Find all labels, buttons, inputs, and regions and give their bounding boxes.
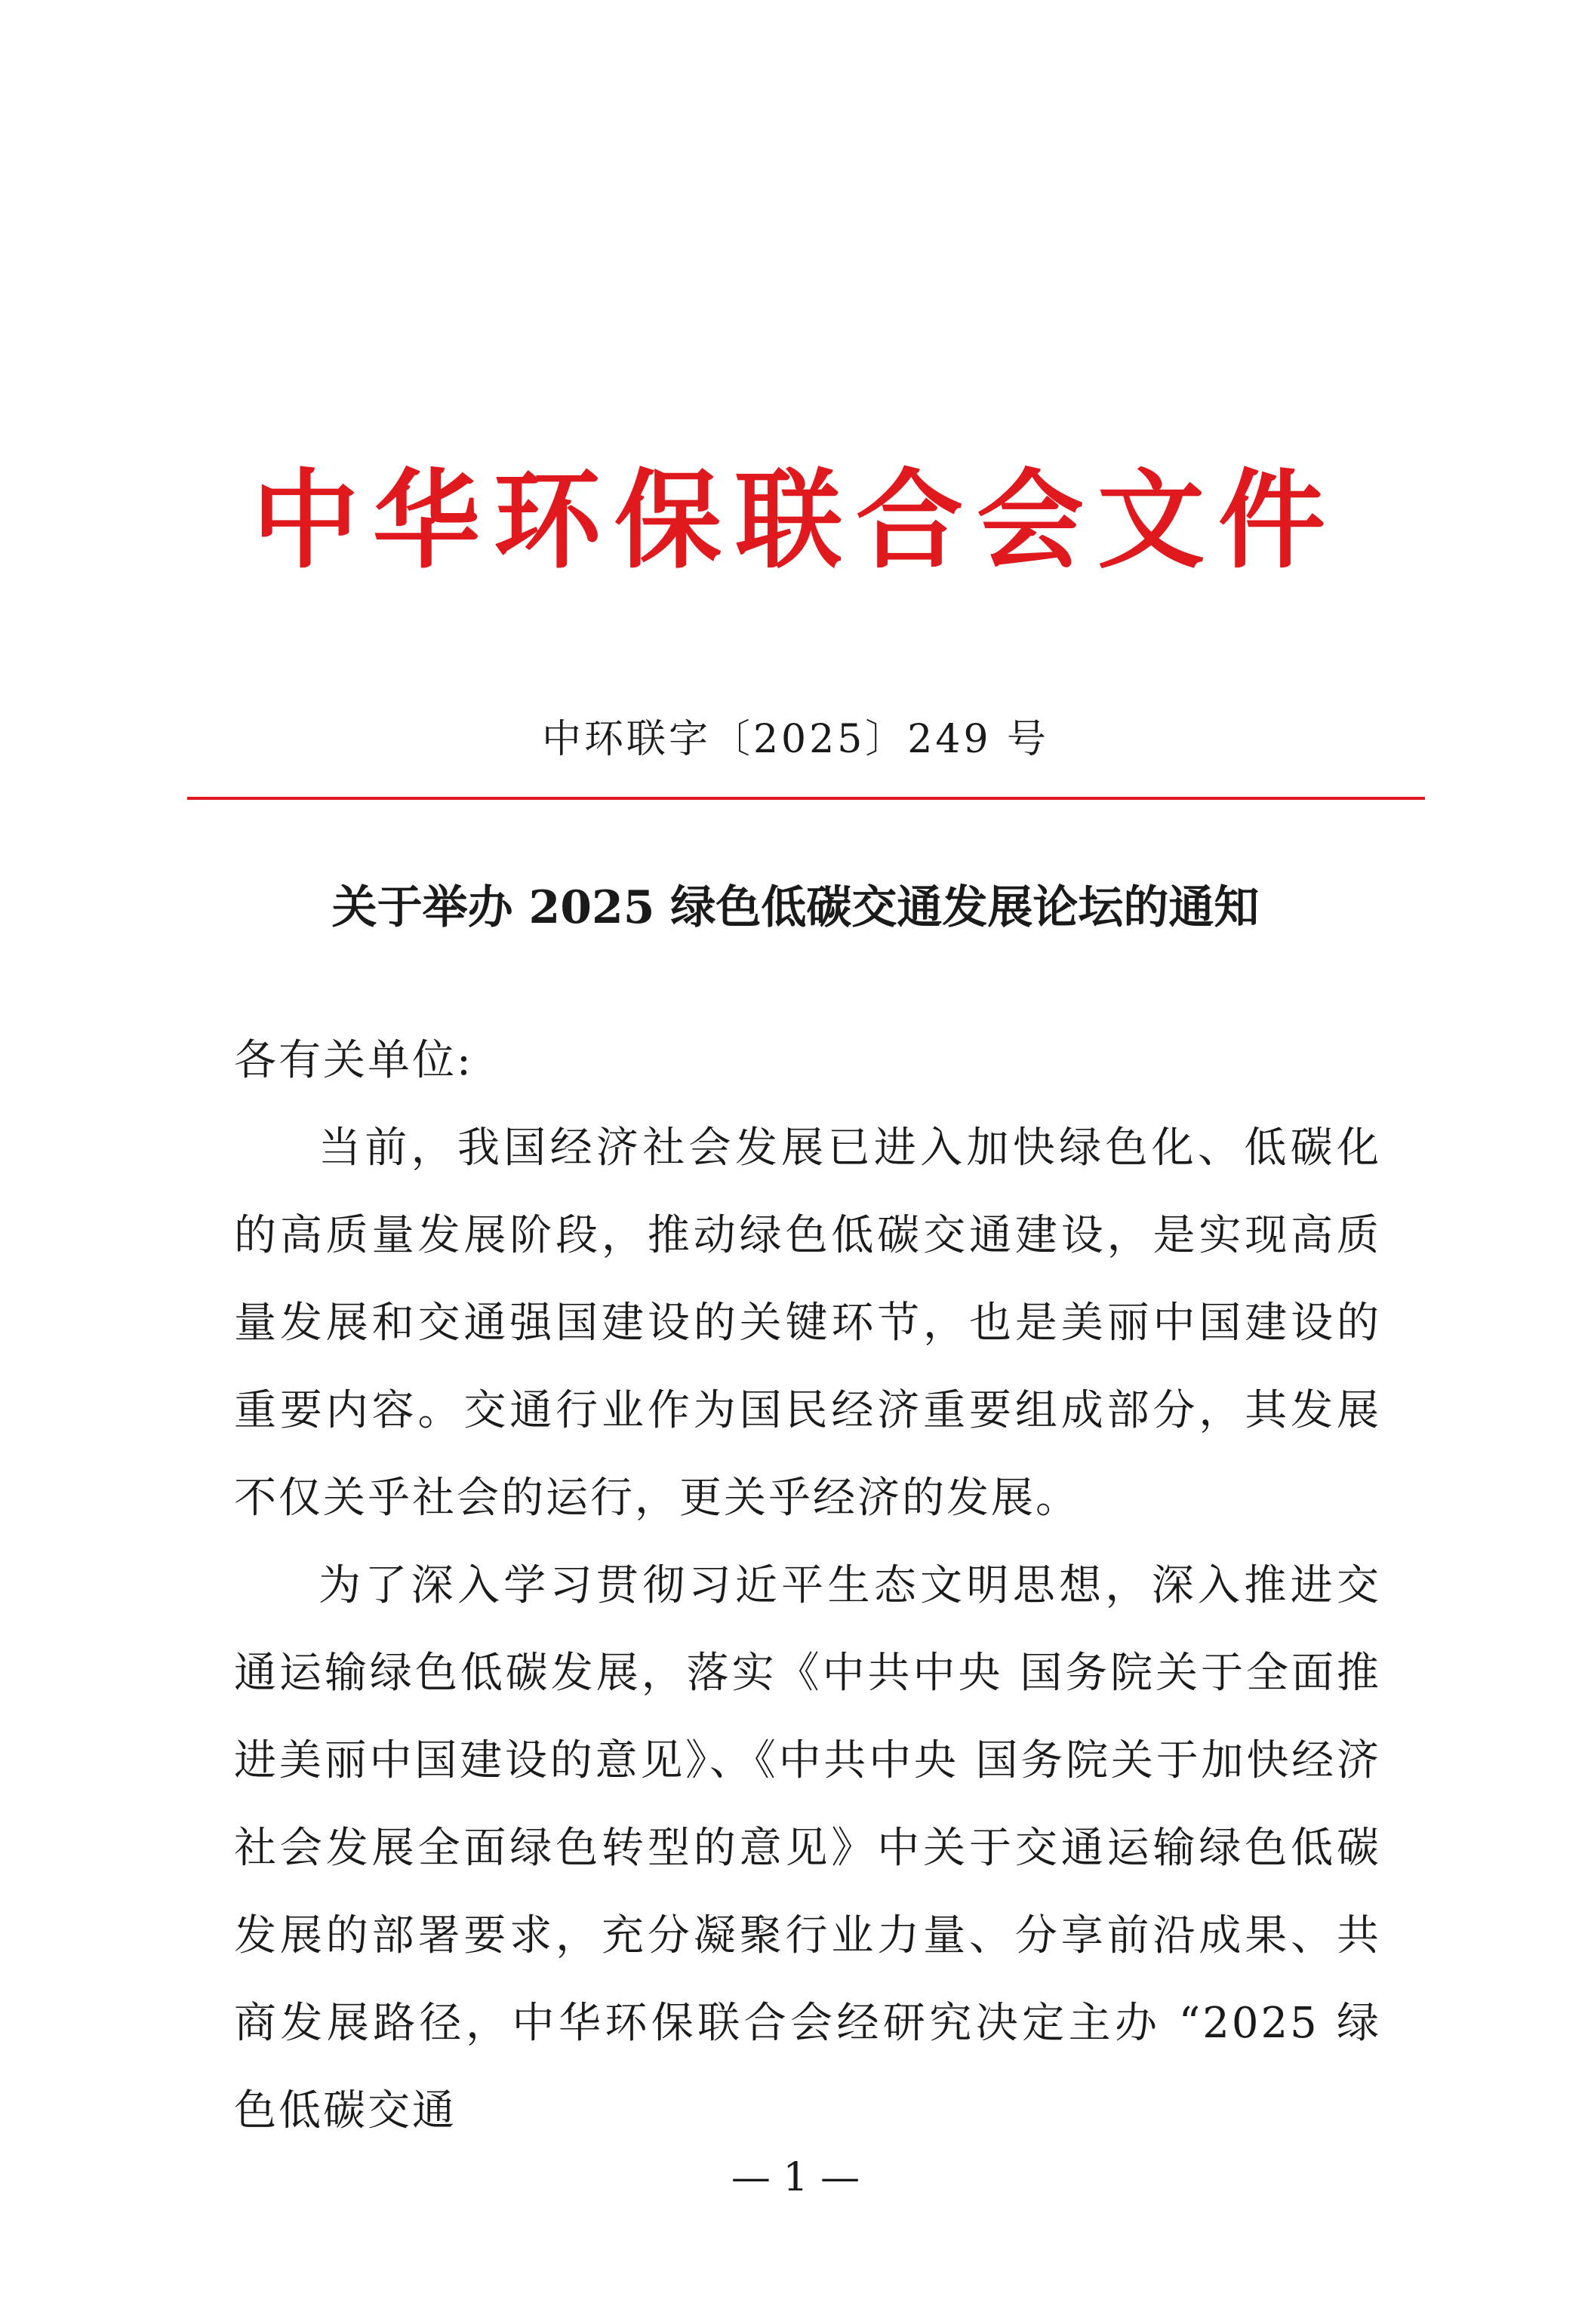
issuing-organization-header: 中华环保联合会文件 bbox=[252, 458, 1339, 583]
page-number: — 1 — bbox=[731, 2155, 860, 2200]
body-paragraph: 当前，我国经济社会发展已进入加快绿色化、低碳化的高质量发展阶段，推动绿色低碳交通建设，是实现高质量发展和交通强国建设的关键环节，也是美丽中国建设的重要内容。交通行业作为国民经济重要组成部分，其发展不仅关乎社会的运行，更关乎经济的发展。 bbox=[234, 1124, 1381, 1523]
salutation: 各有关单位: bbox=[234, 1036, 473, 1085]
body-paragraph: 为了深入学习贯彻习近平生态文明思想，深入推进交通运输绿色低碳发展，落实《中共中央 国务院关于全面推进美丽中国建设的意见》、《中共中央 国务院关于加快经济社会发展全面绿色转型的意见》中关于交通运输绿色低碳发展的部署要求，充分凝聚行业力量、分享前沿成果、共商发展路径，中华环保联合会经研究决定主办 “2025 绿色低碳交通 bbox=[234, 1561, 1381, 2135]
document-body bbox=[234, 1017, 1381, 2155]
document-number: 中环联字〔2025〕249 号 bbox=[541, 717, 1050, 762]
document-title: 关于举办 2025 绿色低碳交通发展论坛的通知 bbox=[331, 881, 1260, 934]
red-separator-line bbox=[187, 797, 1425, 800]
